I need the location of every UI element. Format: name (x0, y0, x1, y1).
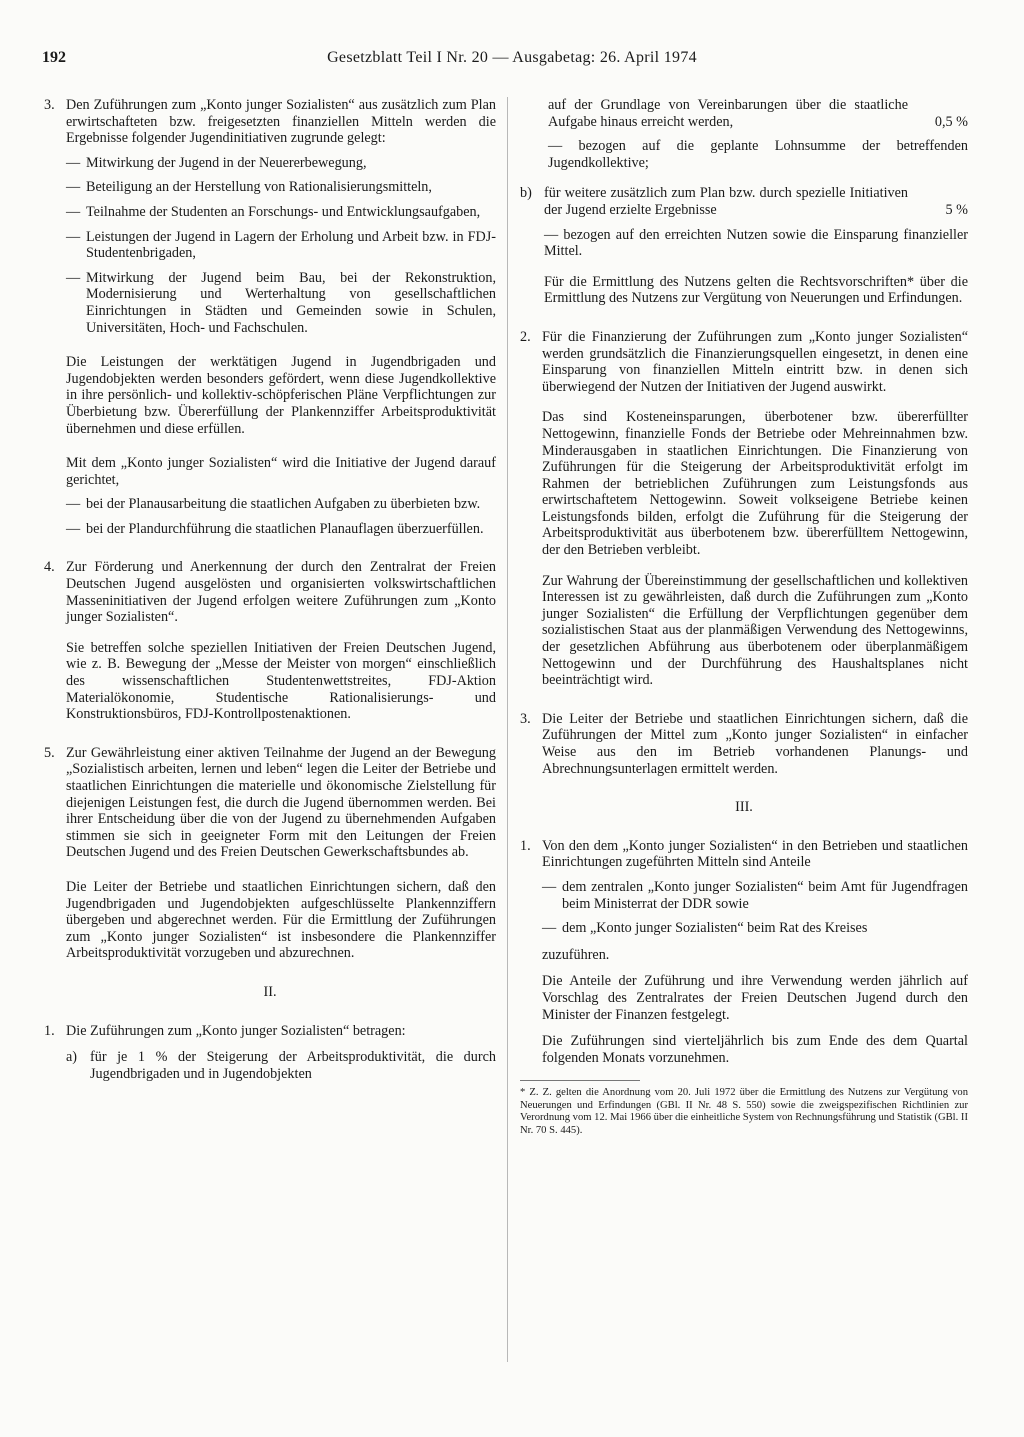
paragraph: Die Leiter der Betriebe und staatlichen Einrichtungen sichern, daß die Zuführungen der Mittel zum „Konto junger Sozialisten“ in einfacher Weise aus den im Betrieb vorhandenen Planungs- und Abrechnungsunterlagen ermittelt werden. (542, 710, 968, 777)
subitem-letter: a) (66, 1049, 78, 1066)
item-number: 1. (520, 837, 531, 854)
list-item: — Beteiligung an der Herstellung von Rationalisierungsmitteln, (66, 179, 432, 196)
subitem-letter: b) (520, 185, 532, 202)
right-column (520, 97, 968, 1137)
item-number: 2. (520, 328, 531, 345)
paragraph: — bezogen auf die geplante Lohnsumme der betreffenden Jugendkollektive; (548, 138, 968, 171)
paragraph: Zur Gewährleistung einer aktiven Teilnahme der Jugend an der Bewegung „Sozialistisch arbeiten, lernen und leben“ legen die Leiter der Betriebe und staatlichen Einrichtungen die materielle und ökonomische Zielstellung für diejenigen Leistungen fest, die durch die Jugend übernommen werden. Bei ihrer Entscheidung über die von der Jugend zu übernehmenden Aufgaben stimmen sie sich in geeigneter Form mit den Leitungen der Freien Deutschen Jugend und des Freien Deutschen Gewerkschaftsbundes ab. (66, 744, 496, 861)
paragraph: Sie betreffen solche speziellen Initiativen der Freien Deutschen Jugend, wie z. B. Bewegung der „Messe der Meister von morgen“ einschließlich des wissenschaftlichen Studentenwettstreites, FDJ-Aktion Materialökonomie, Studentische Rationalisierungs- und Konstruktionsbüros, FDJ-Kontrollpostenaktionen. (66, 639, 496, 723)
section1-item3 (44, 97, 496, 537)
paragraph: zuzuführen. (542, 946, 610, 963)
paragraph: Die Zuführungen sind vierteljährlich bis zum Ende des dem Quartal folgenden Monats vorzunehmen. (542, 1033, 968, 1066)
left-column (44, 97, 496, 1082)
section1-item4 (44, 559, 496, 722)
section2-item1 (44, 1023, 496, 1083)
section2-item3 (520, 711, 968, 777)
paragraph: Zur Wahrung der Übereinstimmung der gesellschaftlichen und kollektiven Interessen ist zu gewährleisten, daß durch die Zuführungen zum „Konto junger Sozialisten“ die Erfüllung der Verpflichtungen gegenüber dem sozialistischen Staat aus der planmäßigen Verwendung des Nettogewinns, der gesetzlichen Abführung aus überbotenem oder überplanmäßigem Nettogewinn und der Durchführung des Haushaltsplanes nicht beeinträchtigt wird. (542, 572, 968, 689)
footnote: * Z. Z. gelten die Anordnung vom 20. Juli 1972 über die Ermittlung des Nutzens zur Vergütung von Neuerungen und Erfindungen (GBl. II Nr. 48 S. 550) sowie die zweigspezifischen Richtlinien zur Verordnung vom 12. Mai 1966 über die einheitliche System von Rechnungsführung und Statistik (GBl. II Nr. 70 S. 445). (520, 1087, 968, 1136)
section3-item1 (520, 838, 968, 1067)
item-number: 5. (44, 744, 55, 761)
subitem-text: auf der Grundlage von Vereinbarungen über die staatliche Aufgabe hinaus erreicht werden, (548, 97, 908, 130)
column-divider (507, 97, 508, 1362)
subitem-text: für weitere zusätzlich zum Plan bzw. durch spezielle Initiativen der Jugend erzielte Ergebnisse (544, 185, 908, 218)
item-number: 3. (520, 710, 531, 727)
section-heading-iii: III. (735, 799, 753, 816)
list-item: — Mitwirkung der Jugend in der Neuererbewegung, (66, 154, 367, 171)
paragraph: Zur Förderung und Anerkennung der durch den Zentralrat der Freien Deutschen Jugend ausgelösten und organisierten volkswirtschaftlichen Masseninitiativen der Jugend erfolgen weitere Zuführungen zum „Konto junger Sozialisten“. (66, 559, 496, 626)
subitem-a (66, 1049, 496, 1082)
paragraph: Die Leiter der Betriebe und staatlichen Einrichtungen sichern, daß den Jugendbrigaden und Jugendobjekten aufgeschlüsselte Plankennziffern übergeben und abgerechnet werden. Für die Ermittlung der Zuführungen zum „Konto junger Sozialisten“ ist insbesondere die Plankennziffer Arbeitsproduktivität vorzugeben und abzurechnen. (66, 878, 496, 962)
paragraph: Die Anteile der Zuführung und ihre Verwendung werden jährlich auf Vorschlag des Zentralrates der Freien Deutschen Jugend durch den Minister der Finanzen festgelegt. (542, 973, 968, 1023)
section1-item5 (44, 745, 496, 962)
subitem-a-continued (520, 97, 968, 171)
list-item: — Teilnahme der Studenten an Forschungs- und Entwicklungsaufgaben, (66, 203, 481, 220)
item-number: 4. (44, 559, 55, 576)
list-item: — bei der Planausarbeitung die staatlichen Aufgaben zu überbieten bzw. (66, 496, 481, 513)
page-number: 192 (42, 49, 66, 66)
list-item: — bei der Plandurchführung die staatlichen Planauflagen überzuerfüllen. (66, 520, 484, 537)
paragraph: Die Zuführungen zum „Konto junger Sozialisten“ betragen: (66, 1022, 406, 1039)
list-item: — dem zentralen „Konto junger Sozialisten“ beim Amt für Jugendfragen beim Ministerrat der DDR sowie (542, 878, 968, 912)
list-item: — Leistungen der Jugend in Lagern der Erholung und Arbeit bzw. in FDJ-Studentenbrigaden, (66, 228, 496, 262)
item-number: 1. (44, 1022, 55, 1039)
paragraph: Für die Finanzierung der Zuführungen zum „Konto junger Sozialisten“ werden grundsätzlich die Finanzierungsquellen eingesetzt, in denen eine Einsparung von finanziellen Mitteln eintritt bzw. in denen sich überwiegend der Nutzen der Initiativen der Jugend auswirkt. (542, 328, 968, 395)
paragraph: Das sind Kosteneinsparungen, überbotener bzw. übererfüllter Nettogewinn, finanzielle Fonds der Betriebe oder Mehreinnahmen bzw. Minderausgaben in staatlichen Einrichtungen. Die Finanzierung von Zuführungen für die Steigerung der Arbeitsproduktivität erfolgt im Rahmen der betrieblichen Zuführungen zum Leistungsfonds aus erwirtschaftetem Nettogewinn. Soweit volkseigene Betriebe keinen Leistungsfonds bilden, erfolgt die Zuführung für die Steigerung der Arbeitsproduktivität aus überbotenem bzw. übererfülltem Nettogewinn, der den Betrieben verbleibt. (542, 409, 968, 559)
page-header: Gesetzblatt Teil I Nr. 20 — Ausgabetag: 26. April 1974 (327, 49, 697, 66)
rate-value: 5 % (945, 201, 968, 218)
paragraph: Den Zuführungen zum „Konto junger Sozialisten“ aus zusätzlich zum Plan erwirtschafteten bzw. freigesetzten finanziellen Mitteln werden die Ergebnisse folgender Jugendinitiativen zugrunde gelegt: (66, 97, 496, 147)
subitem-b (520, 185, 968, 307)
section-heading-ii: II. (263, 983, 277, 1000)
section2-item2 (520, 329, 968, 689)
list-item: — dem „Konto junger Sozialisten“ beim Rat des Kreises (542, 920, 868, 937)
paragraph: Von den dem „Konto junger Sozialisten“ in den Betrieben und staatlichen Einrichtungen zugeführten Mitteln sind Anteile (542, 837, 968, 871)
list-item: — Mitwirkung der Jugend beim Bau, bei der Rekonstruktion, Modernisierung und Werterhaltung von gesellschaftlichen Einrichtungen in Städten und Gemeinden sowie in Schulen, Universitäten, Hoch- und Fachschulen. (66, 269, 496, 336)
footnote-rule (520, 1080, 640, 1081)
subitem-text: für je 1 % der Steigerung der Arbeitsproduktivität, die durch Jugendbrigaden und in Jugendobjekten (90, 1049, 496, 1082)
paragraph: — bezogen auf den erreichten Nutzen sowie die Einsparung finanzieller Mittel. (544, 226, 968, 260)
paragraph: Die Leistungen der werktätigen Jugend in Jugendbrigaden und Jugendobjekten werden besonders gefördert, wenn diese Jugendkollektive in ihre persönlich- und kollektiv-schöpferischen Pläne Verpflichtungen zur Überbietung bzw. Übererfüllung der Plankennziffer Arbeitsproduktivität übernehmen und diese erfüllen. (66, 354, 496, 437)
paragraph: Mit dem „Konto junger Sozialisten“ wird die Initiative der Jugend darauf gerichtet, (66, 455, 496, 488)
paragraph: Für die Ermittlung des Nutzens gelten die Rechtsvorschriften* über die Ermittlung des Nutzens zur Vergütung von Neuerungen und Erfindungen. (544, 273, 968, 307)
item-number: 3. (44, 97, 55, 113)
rate-value: 0,5 % (934, 113, 968, 130)
